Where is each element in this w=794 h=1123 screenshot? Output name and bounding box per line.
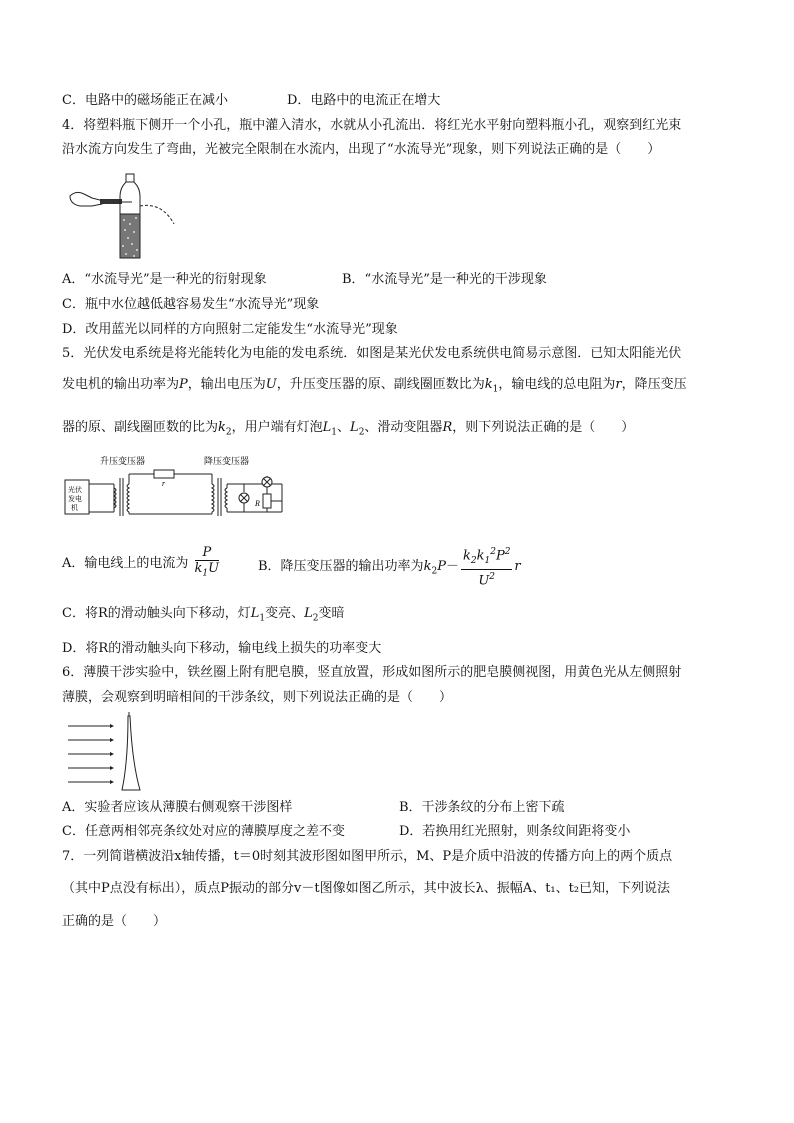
q5-stem-line3: 器的原、副线圈匝数的比为$k_2$，用户端有灯泡$L_1$、$L_2$、滑动变阻器R，则下列说法正确的是（ ） (62, 420, 635, 438)
svg-text:光伏: 光伏 (68, 486, 82, 494)
current-fraction: $\frac{P}{k_1U}$ (194, 545, 220, 579)
q6-option-a: A．实验者应该从薄膜右侧观察干涉图样 (62, 800, 293, 815)
q6-stem-line2: 薄膜，会观察到明暗相间的干涉条纹，则下列说法正确的是（ ） (62, 690, 453, 705)
q7-stem-line1: 7．一列简谐横波沿x轴传播，t＝0时刻其波形图如图甲所示，M、P是介质中沿波的传播方向上的两个质点 (62, 849, 673, 864)
q6-option-d: D．若换用红光照射，则条纹间距将变小 (399, 824, 631, 839)
q4-option-c: C．瓶中水位越低越容易发生“水流导光”现象 (62, 297, 320, 312)
step-down-transformer-label: 降压变压器 (204, 456, 250, 466)
q4-stem-line1: 4．将塑料瓶下侧开一个小孔，瓶中灌入清水，水就从小孔流出．将红光水平射向塑料瓶小孔，观察到红光束 (62, 118, 682, 133)
q4-option-d: D．改用蓝光以同样的方向照射二定能发生“水流导光”现象 (62, 322, 398, 337)
svg-text:r: r (162, 479, 166, 488)
q6-stem-line1: 6．薄膜干涉实验中，铁丝圈上附有肥皂膜，竖直放置，形成如图所示的肥皂膜侧视图，用黄色光从左侧照射 (62, 665, 682, 680)
q6-option-c: C．任意两相邻亮条纹处对应的薄膜厚度之差不变 (62, 824, 345, 839)
q5-stem-line1: 5．光伏发电系统是将光能转化为电能的发电系统．如图是某光伏发电系统供电简易示意图．已知太阳能光伏 (62, 346, 682, 361)
q6-option-b: B．干涉条纹的分布上密下疏 (399, 800, 565, 815)
q5-option-c: C．将R的滑动触头向下移动，灯$L_1$变亮、$L_2$变暗 (62, 606, 345, 624)
soap-film-figure (62, 712, 162, 794)
q4-option-a: A．“水流导光”是一种光的衍射现象 (62, 272, 267, 287)
q5-option-b: B．降压变压器的输出功率为$k_2P-$ $\frac{k_2k_1^2P^2}{U^2}$ r (258, 547, 521, 589)
q5-option-d: D．将R的滑动触头向下移动，输电线上损失的功率变大 (62, 641, 382, 656)
svg-text:R: R (255, 499, 260, 508)
step-up-transformer-label: 升压变压器 (100, 456, 146, 466)
q7-stem-line3: 正确的是（ ） (62, 914, 167, 929)
water-bottle-figure (62, 166, 192, 262)
q3-option-d: D．电路中的电流正在增大 (287, 93, 441, 108)
q7-stem-line2: （其中P点没有标出），质点P振动的部分v－t图像如图乙所示，其中波长λ、振幅A、t₁、t₂已知，下列说法 (62, 881, 671, 896)
svg-text:机: 机 (71, 504, 78, 512)
svg-text:发电: 发电 (68, 495, 82, 503)
q4-stem-line2: 沿水流方向发生了弯曲，光被完全限制在水流内，出现了“水流导光”现象，则下列说法正确的是（ ） (62, 142, 661, 157)
q4-option-b: B．“水流导光”是一种光的干涉现象 (342, 272, 547, 287)
q5-option-a: A．输电线上的电流为 $\frac{P}{k_1U}$ (62, 545, 221, 582)
power-transmission-circuit-figure (62, 454, 302, 526)
q5-stem-line2: 发电机的输出功率为P，输出电压为U，升压变压器的原、副线圈匝数比为$k_1$，输电线的总电阻为r，降压变压 (62, 377, 687, 395)
q3-option-c: C．电路中的磁场能正在减小 (62, 93, 228, 108)
power-loss-fraction: $\frac{k_2k_1^2P^2}{U^2}$ (462, 547, 511, 589)
